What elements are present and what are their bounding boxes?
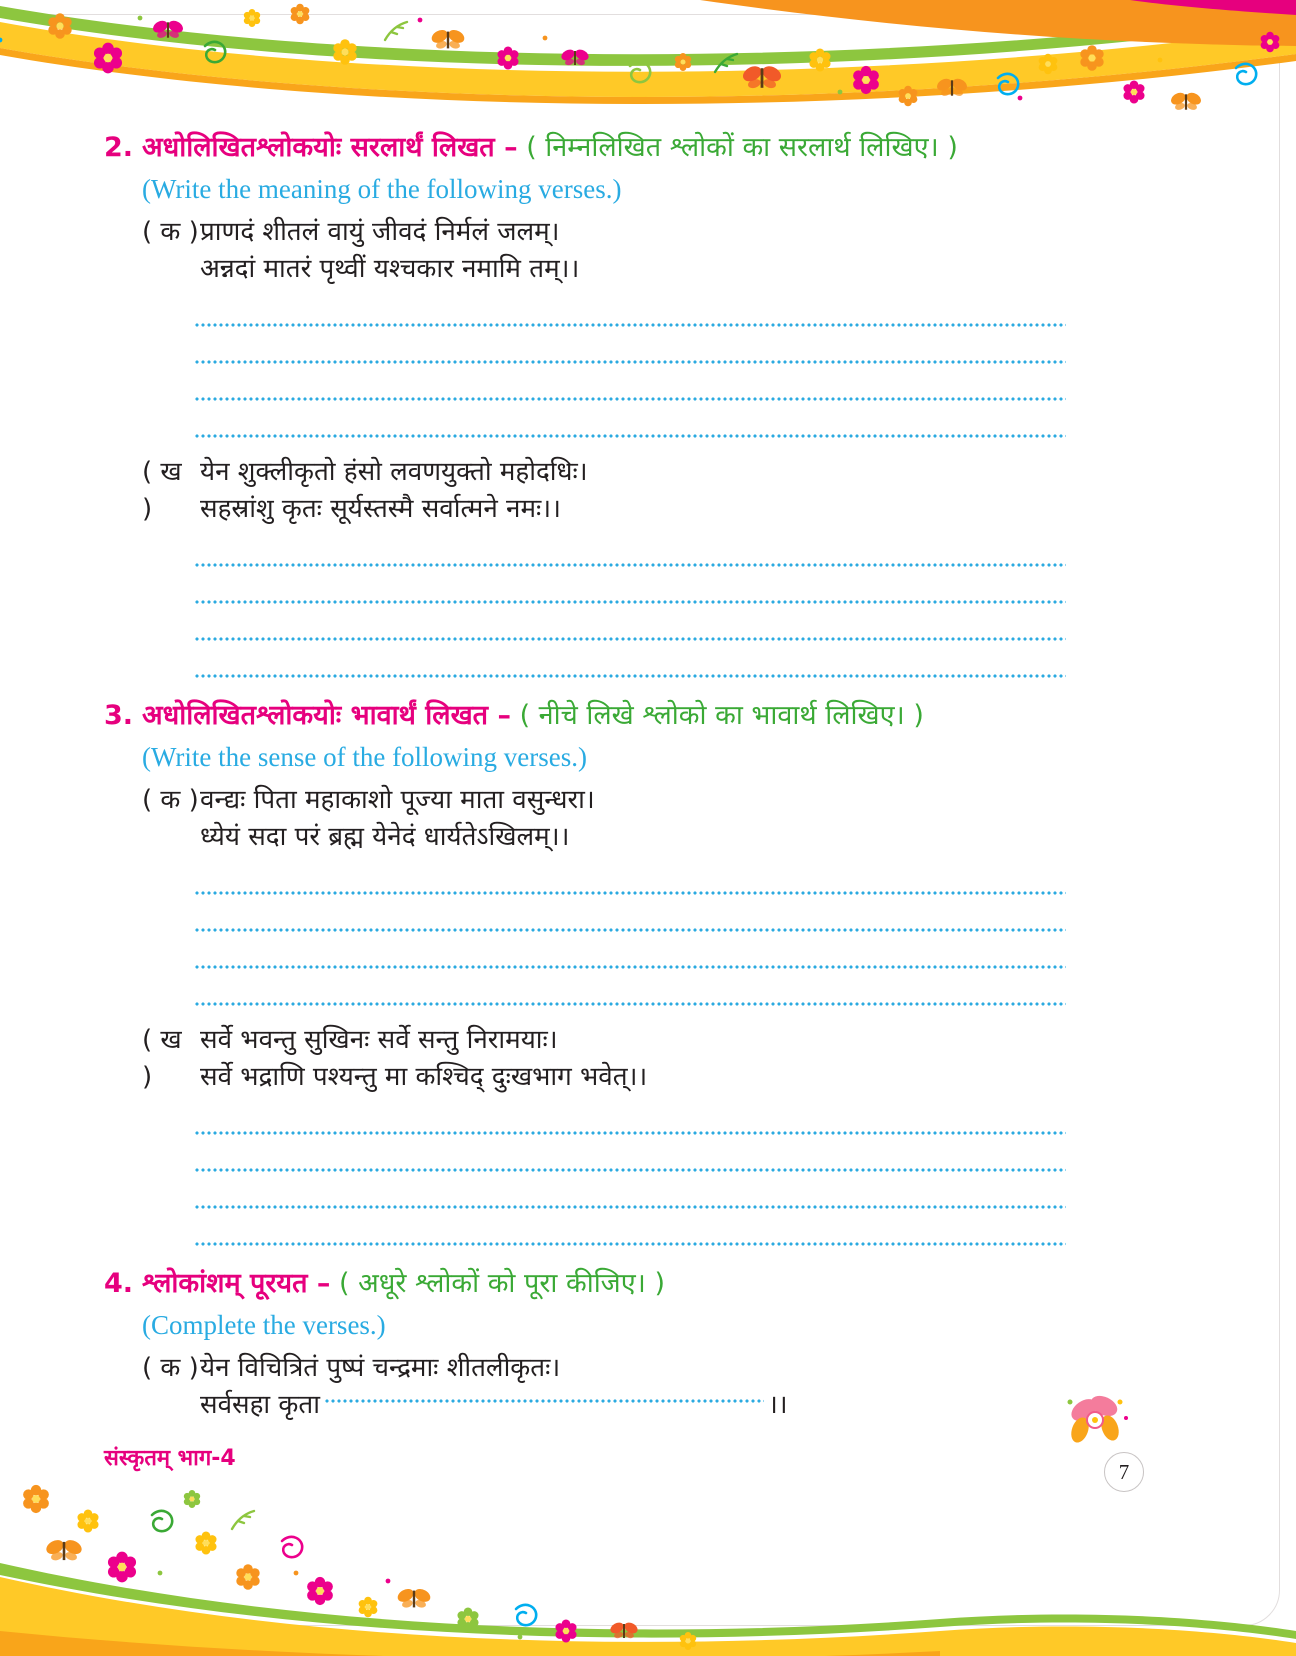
question-4-part-ka	[142, 1350, 1079, 1424]
flower-icon	[809, 48, 830, 71]
question-title-english: (Write the sense of the following verses.)	[142, 742, 588, 772]
top-flower-cluster	[0, 4, 1279, 111]
orange-corner-band	[700, 0, 1296, 46]
question-title-english: (Complete the verses.)	[142, 1310, 386, 1340]
butterfly-icon	[151, 18, 185, 39]
flower-icon	[899, 86, 918, 106]
question-2-part-kha	[142, 454, 1079, 678]
answer-line	[194, 858, 1066, 895]
butterfly-icon	[44, 1537, 84, 1561]
question-3-part-kha	[142, 1022, 1079, 1246]
answer-line	[194, 567, 1066, 604]
verse-line: सर्वे भद्राणि पश्यन्तु मा कश्चिद् दुःखभाग भवेत्।।	[200, 1062, 648, 1092]
part-label: ( ख )	[142, 457, 182, 524]
page-number-badge	[1104, 1452, 1144, 1492]
question-title-hindi: ( अधूरे श्लोकों को पूरा कीजिए। )	[338, 1268, 665, 1299]
verse-line: सर्वे भवन्तु सुखिनः सर्वे सन्तु निरामयाः।	[200, 1025, 558, 1055]
question-3-heading	[104, 694, 1079, 738]
flower-icon	[1067, 1392, 1128, 1445]
footer-book-title: संस्कृतम् भाग-4	[104, 1446, 236, 1471]
flower-icon	[333, 39, 356, 65]
verse-line: प्राणदं शीतलं वायुं जीवदं निर्मलं जलम्।	[200, 217, 560, 247]
butterfly-icon	[1169, 90, 1203, 111]
butterfly-icon	[740, 63, 783, 89]
flower-icon	[1080, 45, 1103, 71]
butterfly-icon	[560, 47, 591, 66]
verse-text	[200, 1022, 647, 1096]
bottom-flower-cluster	[23, 1485, 696, 1650]
verse-line-fill	[200, 1387, 788, 1424]
top-ribbon-band	[0, 0, 1296, 104]
answer-line	[194, 290, 1066, 327]
answer-line	[194, 604, 1066, 641]
question-number: 3.	[104, 700, 134, 731]
question-title-hindi: ( निम्नलिखित श्लोकों का सरलार्थ लिखिए। )	[526, 132, 958, 163]
answer-line	[194, 969, 1066, 1006]
verse-line: येन शुक्लीकृतो हंसो लवणयुक्तो महोदधिः।	[200, 457, 588, 487]
question-title-sanskrit: श्लोकांशम् पूरयत –	[142, 1268, 331, 1299]
answer-line	[194, 1172, 1066, 1209]
flower-icon	[1123, 80, 1144, 103]
flower-icon	[1261, 32, 1280, 52]
flower-icon	[244, 9, 260, 27]
verse-line: ध्येयं सदा परं ब्रह्म येनेदं धार्यतेऽखिलम्।।	[200, 822, 570, 852]
flower-icon	[680, 1632, 696, 1650]
page-number: 7	[1118, 1459, 1130, 1484]
question-title-sanskrit: अधोलिखितश्लोकयोः सरलार्थं लिखत –	[142, 132, 518, 163]
page-content	[104, 126, 1079, 1434]
fill-in-blank	[324, 1399, 764, 1413]
fill-suffix: ।।	[767, 1390, 788, 1420]
swirl-icon	[152, 1511, 172, 1531]
flower-icon	[555, 1619, 576, 1642]
verse-text	[200, 782, 595, 856]
verse-line: सहस्रांशु कृतः सूर्यस्तस्मै सर्वात्मने नमः।।	[200, 494, 561, 524]
flower-icon	[184, 1490, 200, 1508]
answer-lines	[194, 858, 1079, 1006]
question-title-english: (Write the meaning of the following verses.)	[142, 174, 622, 204]
flower-icon	[497, 46, 518, 69]
swirl-icon	[205, 42, 225, 62]
answer-line	[194, 364, 1066, 401]
swirl-icon	[998, 74, 1018, 94]
flower-icon	[291, 4, 310, 24]
question-4	[104, 1262, 1079, 1424]
swirl-icon	[630, 62, 650, 82]
flower-icon	[1039, 54, 1058, 74]
answer-line	[194, 932, 1066, 969]
verse-line: येन विचित्रितं पुष्पं चन्द्रमाः शीतलीकृतः।	[200, 1353, 561, 1383]
sprig-icon	[715, 54, 737, 72]
answer-line	[194, 327, 1066, 364]
question-number: 2.	[104, 132, 134, 163]
verse-line: वन्द्यः पिता महाकाशो पूज्या माता वसुन्धरा।	[200, 785, 595, 815]
answer-line	[194, 401, 1066, 438]
verse-text	[200, 1350, 788, 1424]
flower-icon	[195, 1531, 216, 1554]
swirl-icon	[282, 1537, 302, 1557]
question-2	[104, 126, 1079, 678]
sprig-icon	[385, 22, 407, 40]
bottom-decorative-border	[0, 1481, 1296, 1656]
flower-icon	[23, 1485, 49, 1513]
flower-icon	[236, 1564, 259, 1590]
swirl-icon	[516, 1605, 536, 1625]
verse-line: अन्नदां मातरं पृथ्वीं यश्चकार नमामि तम्।।	[200, 254, 580, 284]
butterfly-icon	[609, 1620, 640, 1639]
part-label: ( क )	[142, 1353, 199, 1383]
flower-icon	[359, 1597, 378, 1617]
bottom-ribbon-band	[0, 1563, 1296, 1656]
butterfly-icon	[395, 1586, 432, 1609]
answer-lines	[194, 290, 1079, 438]
part-label: ( ख )	[142, 1025, 182, 1092]
flower-icon	[457, 1607, 478, 1630]
answer-line	[194, 895, 1066, 932]
butterfly-icon	[935, 76, 969, 97]
answer-lines	[194, 530, 1079, 678]
flower-icon	[94, 43, 122, 74]
question-3-part-ka	[142, 782, 1079, 1006]
butterfly-icon	[429, 27, 466, 50]
flower-icon	[675, 53, 691, 71]
pink-corner-sliver	[1130, 0, 1296, 15]
question-number: 4.	[104, 1268, 134, 1299]
flower-icon	[48, 13, 71, 39]
verse-text	[200, 214, 579, 288]
flower-icon	[108, 1552, 136, 1583]
question-4-heading	[104, 1262, 1079, 1306]
answer-line	[194, 641, 1066, 678]
swirl-icon	[1236, 64, 1256, 84]
fill-prefix: सर्वसहा कृता	[200, 1390, 320, 1420]
flower-icon	[853, 66, 879, 94]
answer-line	[194, 530, 1066, 567]
flower-icon	[77, 1509, 98, 1532]
question-title-sanskrit: अधोलिखितश्लोकयोः भावार्थं लिखत –	[142, 700, 511, 731]
part-label: ( क )	[142, 785, 199, 815]
part-label: ( क )	[142, 217, 199, 247]
question-title-hindi: ( नीचे लिखे श्लोको का भावार्थ लिखिए। )	[519, 700, 924, 731]
verse-text	[200, 454, 588, 528]
question-3	[104, 694, 1079, 1246]
answer-line	[194, 1098, 1066, 1135]
answer-lines	[194, 1098, 1079, 1246]
answer-line	[194, 1135, 1066, 1172]
flower-icon	[307, 1577, 333, 1605]
question-2-part-ka	[142, 214, 1079, 438]
footer-flower-decoration	[1046, 1388, 1146, 1458]
answer-line	[194, 1209, 1066, 1246]
question-2-heading	[104, 126, 1079, 170]
sprig-icon	[232, 1511, 254, 1529]
